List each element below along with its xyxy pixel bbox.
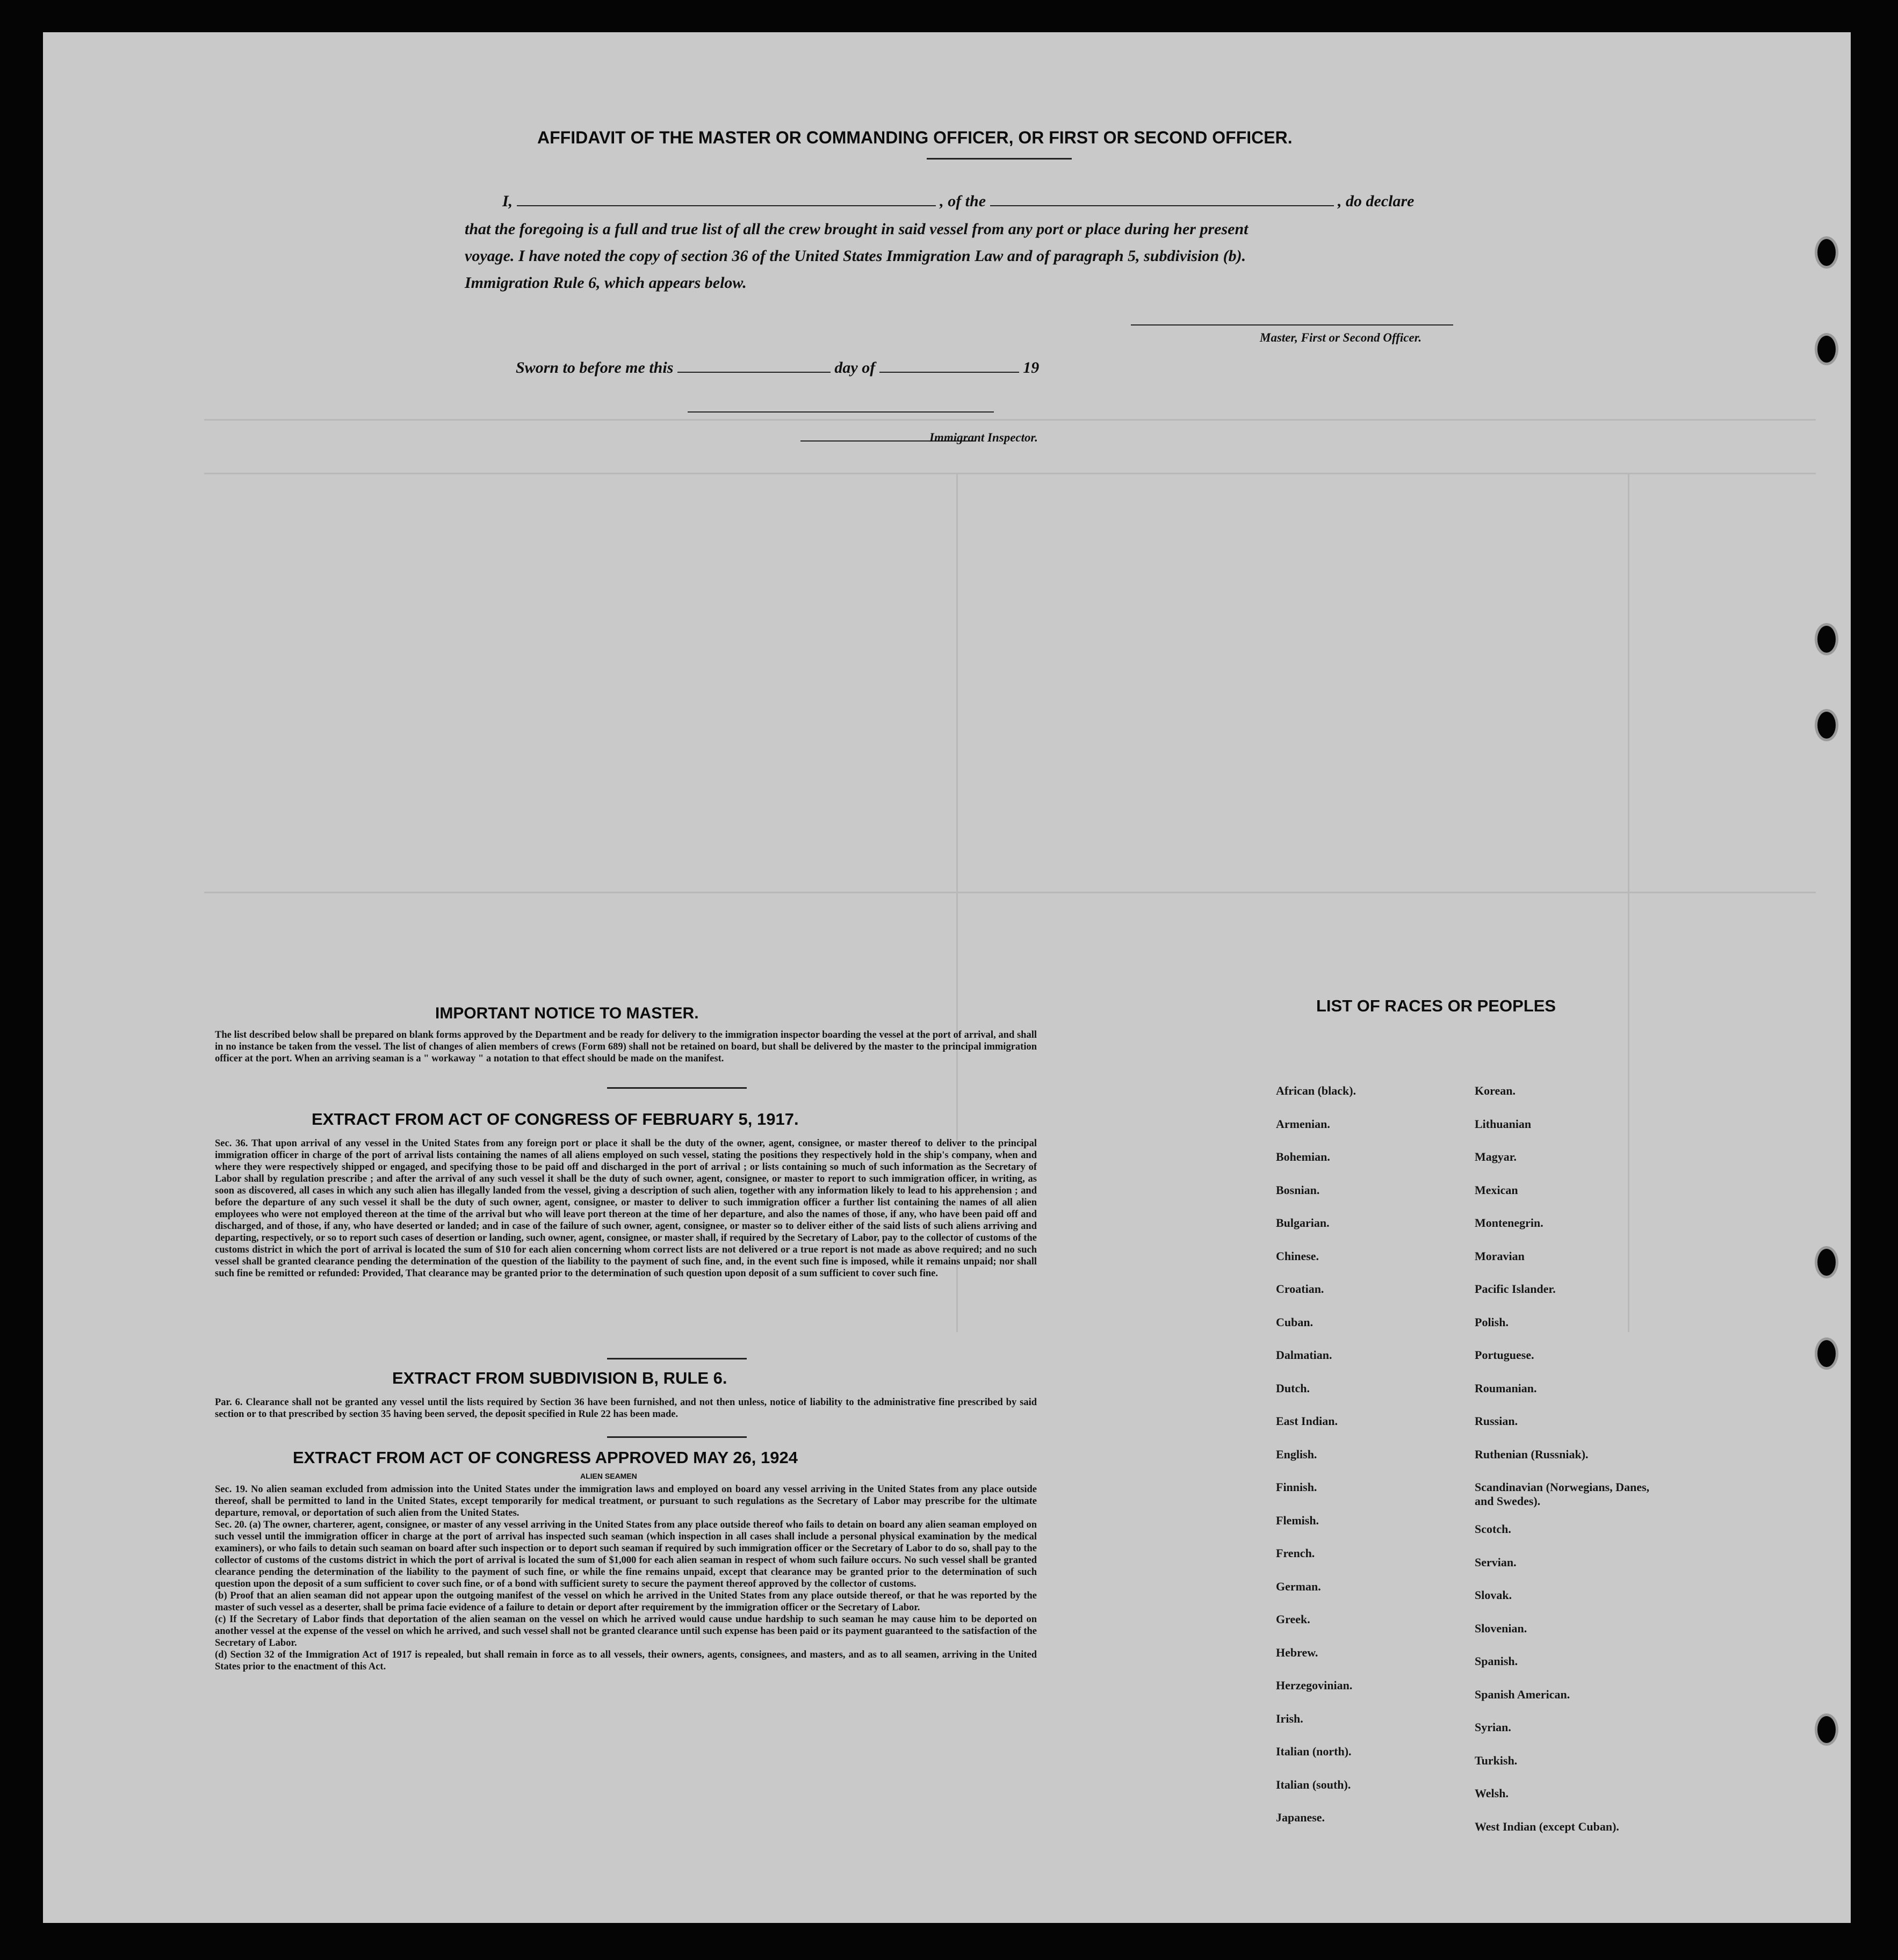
race-left-item-19: Irish. xyxy=(1276,1711,1303,1725)
sworn-prefix: Sworn to before me this xyxy=(516,359,674,377)
binder-hole xyxy=(1815,1713,1838,1746)
race-right-item-6: Pacific Islander. xyxy=(1475,1282,1556,1296)
vessel-blank xyxy=(990,193,1334,206)
race-left-item-7: Cuban. xyxy=(1276,1315,1314,1329)
race-right-item-12: Scandinavian (Norwegians, Danes, and Swedes). xyxy=(1475,1480,1650,1508)
binder-hole xyxy=(1815,1246,1838,1278)
act1917-title: EXTRACT FROM ACT OF CONGRESS OF FEBRUARY 5, 1917. xyxy=(312,1110,799,1129)
act1924-title: EXTRACT FROM ACT OF CONGRESS APPROVED MAY 26, 1924 xyxy=(293,1448,798,1467)
sworn-month-blank xyxy=(879,360,1019,373)
race-right-item-16: Slovenian. xyxy=(1475,1621,1527,1635)
race-right-item-9: Roumanian. xyxy=(1475,1381,1537,1395)
race-right-item-17: Spanish. xyxy=(1475,1654,1518,1668)
inspector-caption: Immigrant Inspector. xyxy=(929,431,1038,444)
sworn-line xyxy=(516,359,1268,377)
rule6-title: EXTRACT FROM SUBDIVISION B, RULE 6. xyxy=(392,1369,727,1387)
rule6-body: Par. 6. Clearance shall not be granted any vessel until the lists required by Section 36 have been furnished, and not then unless, notice of liability to the administrative fine prescribed by said section or to that prescribed by section 35 having been served, the deposit specified in Rule 22 has been made. xyxy=(215,1397,1037,1420)
affidavit-i-label: I, xyxy=(502,192,513,210)
act1924-sec20a: Sec. 20. (a) The owner, charterer, agent, consignee, or master of any vessel arriving in the United States from any place outside thereof who fails to detain on board any alien seaman employed on such vessel until the immigration officer in charge at the port of arrival has inspected such seaman (which inspection in all cases shall include a personal physical examination by the medical examiners), or who fails to detain such seaman on board after such inspection or to deport such seaman if required by such immigration officer or the Secretary of Labor to do so, shall pay to the collector of customs of the customs district in which the port of arrival is located the sum of $1,000 for each alien seaman in respect of whom such failure occurs. No such vessel shall be granted clearance pending the determination of the liability to the payment of such fine, or while the fine remains unpaid, except that clearance may be granted prior to the determination of such question upon the deposit of a sum sufficient to cover such fine, or of a bond with sufficient surety to secure the payment thereof approved by the collector of customs. xyxy=(215,1520,1037,1589)
race-right-item-19: Syrian. xyxy=(1475,1720,1511,1734)
sworn-day-of: day of xyxy=(834,359,876,377)
race-left-item-2: Bohemian. xyxy=(1276,1150,1330,1163)
race-left-item-5: Chinese. xyxy=(1276,1249,1319,1263)
race-right-item-3: Mexican xyxy=(1475,1183,1518,1197)
affidavit-declare-label: , do declare xyxy=(1338,192,1415,210)
race-left-item-9: Dutch. xyxy=(1276,1381,1310,1395)
binder-hole xyxy=(1815,1337,1838,1370)
signature-caption: Master, First or Second Officer. xyxy=(1260,331,1422,344)
binder-hole xyxy=(1815,236,1838,269)
race-left-item-20: Italian (north). xyxy=(1276,1745,1352,1758)
race-right-item-0: Korean. xyxy=(1475,1084,1515,1097)
race-right-item-2: Magyar. xyxy=(1475,1150,1517,1163)
race-left-item-11: English. xyxy=(1276,1447,1317,1461)
affidavit-line-4: Immigration Rule 6, which appears below. xyxy=(465,274,747,292)
race-left-item-6: Croatian. xyxy=(1276,1282,1324,1296)
binder-hole xyxy=(1815,623,1838,655)
act1924-sec20b: (b) Proof that an alien seaman did not appear upon the outgoing manifest of the vessel on which he arrived in the United States from any place outside thereof, or that he was reported by the master of such vessel as a deserter, shall be prima facie evidence of a failure to detain or deport after requirement by the immigration officer or the Secretary of Labor. xyxy=(215,1590,1037,1613)
act1924-sec20c: (c) If the Secretary of Labor finds that deportation of the alien seaman on the vessel on which he arrived would cause undue hardship to such seaman he may cause him to be deported on another vessel at the expense of the vessel on which he arrived, and such vessel shall not be granted clearance until such expense has been paid or its payment guaranteed to the satisfaction of the Secretary of Labor. xyxy=(215,1614,1037,1648)
race-left-item-22: Japanese. xyxy=(1276,1811,1325,1824)
binder-hole xyxy=(1815,333,1838,365)
race-left-item-12: Finnish. xyxy=(1276,1480,1317,1494)
act1924-sec19: Sec. 19. No alien seaman excluded from admission into the United States under the immigration laws and employed on board any vessel arriving in the United States from any place outside thereof, shall be permitted to land in the United States, except temporarily for medical treatment, or pursuant to such regulations as the Secretary of Labor may prescribe for the ultimate departure, removal, or deportation of such alien from the United States. xyxy=(215,1484,1037,1518)
act1924-sec20d: (d) Section 32 of the Immigration Act of 1917 is repealed, but shall remain in force as to all vessels, their owners, agents, consignees, and masters, and as to all seamen, arriving in the United States prior to the enactment of this Act. xyxy=(215,1650,1037,1672)
race-right-item-20: Turkish. xyxy=(1475,1753,1518,1767)
race-left-item-3: Bosnian. xyxy=(1276,1183,1320,1197)
race-left-item-15: German. xyxy=(1276,1579,1321,1593)
act1924-subtitle: ALIEN SEAMEN xyxy=(580,1472,637,1480)
scan-edge xyxy=(1851,0,1898,1960)
race-right-item-22: West Indian (except Cuban). xyxy=(1475,1819,1619,1833)
race-right-item-5: Moravian xyxy=(1475,1249,1525,1263)
race-right-item-10: Russian. xyxy=(1475,1414,1518,1428)
race-right-item-8: Portuguese. xyxy=(1475,1348,1534,1362)
notice-body: The list described below shall be prepared on blank forms approved by the Department and be ready for delivery to the immigration inspector boarding the vessel at the port of arrival, and shall in no instance be taken from the vessel. The list of changes of alien members of crews (Form 689) shall not be retained on board, but shall be delivered by the master to the principal immigration officer at the port. When an arriving seaman is a " workaway " a notation to that effect should be made on the manifest. xyxy=(215,1030,1037,1064)
document-page xyxy=(43,32,1859,1923)
sworn-year: 19 xyxy=(1023,359,1040,377)
race-right-item-7: Polish. xyxy=(1475,1315,1509,1329)
affidavit-of-the-label: , of the xyxy=(940,192,986,210)
race-right-item-4: Montenegrin. xyxy=(1475,1216,1543,1229)
race-right-item-13: Scotch. xyxy=(1475,1522,1511,1536)
race-right-item-14: Servian. xyxy=(1475,1555,1517,1569)
race-left-item-21: Italian (south). xyxy=(1276,1777,1351,1791)
notice-title: IMPORTANT NOTICE TO MASTER. xyxy=(435,1004,699,1022)
races-title: LIST OF RACES OR PEOPLES xyxy=(1316,996,1556,1015)
race-right-item-21: Welsh. xyxy=(1475,1787,1509,1800)
affidavit-line-2: that the foregoing is a full and true list of all the crew brought in said vessel from any port or place during her present xyxy=(465,220,1249,238)
race-right-item-1: Lithuanian xyxy=(1475,1117,1532,1131)
race-left-item-8: Dalmatian. xyxy=(1276,1348,1332,1362)
race-right-item-15: Slovak. xyxy=(1475,1588,1512,1602)
affidavit-title: AFFIDAVIT OF THE MASTER OR COMMANDING OFFICER, OR FIRST OR SECOND OFFICER. xyxy=(537,128,1293,147)
race-left-item-18: Herzegovinian. xyxy=(1276,1679,1353,1692)
affidavit-line-1 xyxy=(502,192,1577,211)
race-right-item-18: Spanish American. xyxy=(1475,1687,1570,1701)
race-left-item-17: Hebrew. xyxy=(1276,1645,1318,1659)
inspector-upper-line xyxy=(688,411,994,413)
race-left-item-4: Bulgarian. xyxy=(1276,1216,1330,1229)
act1917-body: Sec. 36. That upon arrival of any vessel in the United States from any foreign port or place it shall be the duty of the owner, agent, consignee, or master thereof to deliver to the principal immigration officer in charge of the port of arrival lists containing the names of all aliens employed on such vessel, stating the positions they respectively hold in the ship's company, when and where they were respectively shipped or engaged, and specifying those to be paid off and discharged in the port of arrival ; or lists containing so much of such information as the Secretary of Labor shall by regulation prescribe ; and after the arrival of any such vessel it shall be the duty of such owner, agent, consignee, or master to report to such immigration officer, in writing, as soon as discovered, all cases in which any such alien has illegally landed from the vessel, giving a description of such alien, together with any information likely to lead to his apprehension ; and before the departure of any such vessel it shall be the duty of such owner, agent, consignee, or master to deliver to such immigration officer a further list containing the names of all alien employees who were not employed thereon at the time of the arrival but who will leave port thereon at the time of her departure, and also the names of those, if any, who have been paid off and discharged, and of those, if any, who have deserted or landed; and in case of the failure of such owner, agent, consignee, or master so to deliver either of the said lists of such aliens arriving and departing, respectively, or so to report such cases of desertion or landing, such owner, agent, consignee, or master shall, if required by the Secretary of Labor, pay to the collector of customs of the customs district in which the port of arrival is located the sum of $10 for each alien concerning whom correct lists are not delivered or a true report is not made as above required; and no such vessel shall be granted clearance pending the determination of the question of the liability to the payment of such fine, and, in the event such fine is imposed, while it remains unpaid; nor shall such fine be remitted or refunded: Provided, That clearance may be granted prior to the determination of such question upon deposit of a sum sufficient to cover such fine. xyxy=(215,1138,1037,1279)
race-right-item-11: Ruthenian (Russniak). xyxy=(1475,1447,1589,1461)
race-left-item-10: East Indian. xyxy=(1276,1414,1338,1428)
race-left-item-16: Greek. xyxy=(1276,1612,1310,1626)
race-left-item-13: Flemish. xyxy=(1276,1513,1319,1527)
act1924-body xyxy=(215,1484,1037,1673)
sworn-day-blank xyxy=(677,360,831,373)
race-left-item-1: Armenian. xyxy=(1276,1117,1330,1131)
signature-line xyxy=(1131,324,1453,326)
binder-hole xyxy=(1815,709,1838,741)
affidavit-line-3: voyage. I have noted the copy of section 36 of the United States Immigration Law and of paragraph 5, subdivision (b). xyxy=(465,247,1246,265)
name-blank xyxy=(517,193,936,206)
race-left-item-0: African (black). xyxy=(1276,1084,1356,1097)
race-left-item-14: French. xyxy=(1276,1546,1315,1560)
